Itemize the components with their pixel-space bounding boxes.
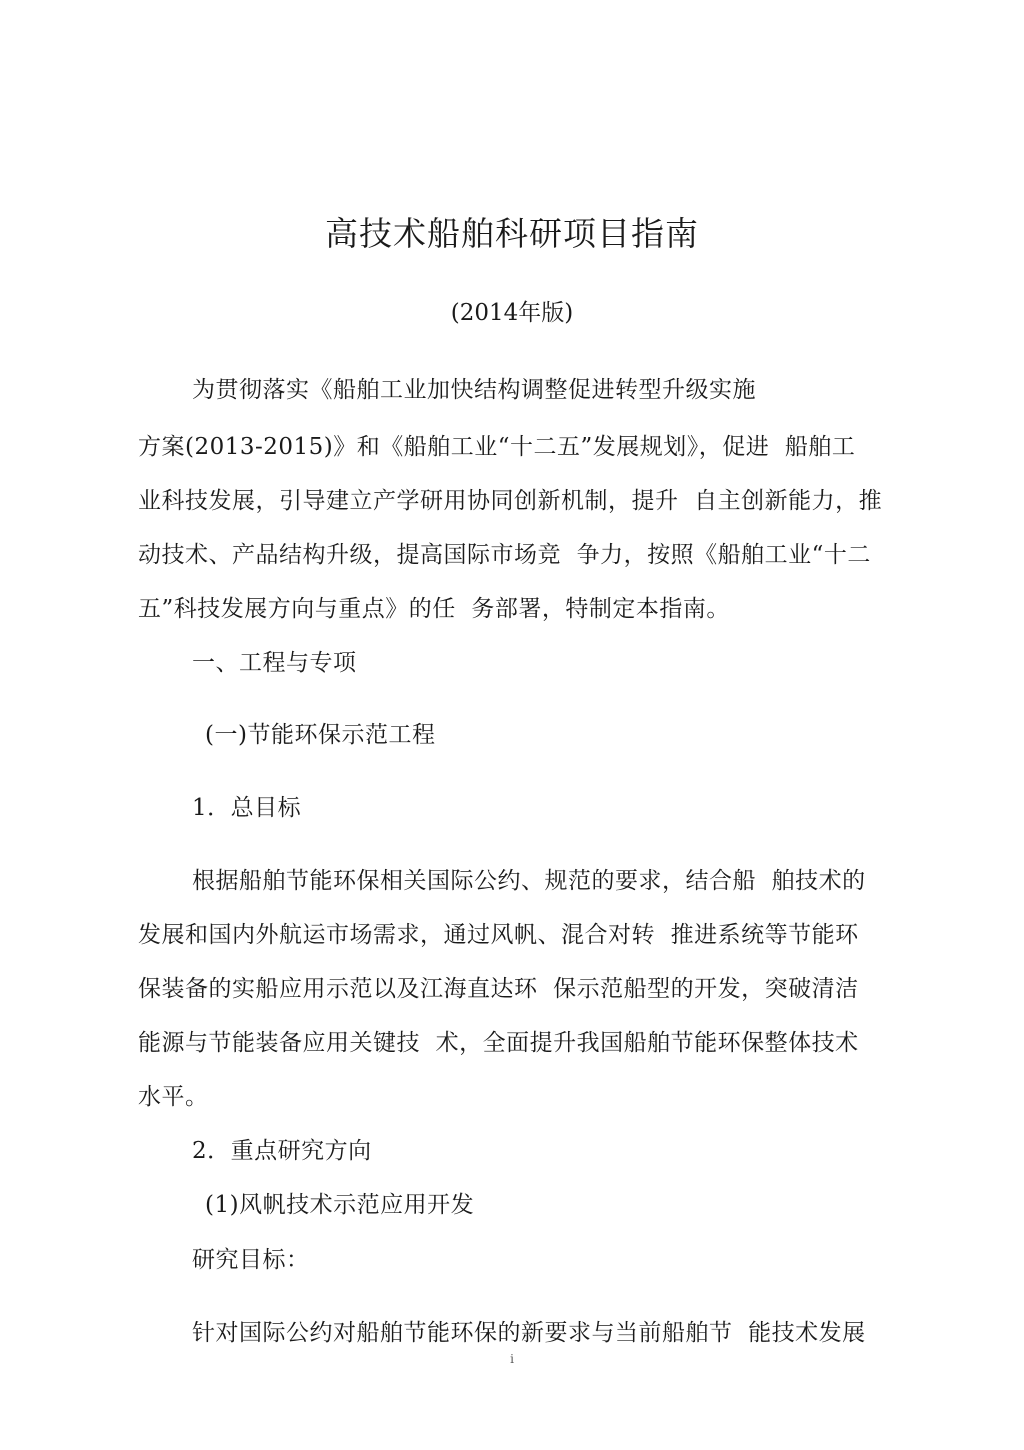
paragraph-line: 保装备的实船应用示范以及江海直达环 保示范船型的开发，突破清洁 (138, 976, 859, 1002)
document-title: 高技术船舶科研项目指南 (325, 214, 699, 253)
paragraph-line: 动技术、产品结构升级，提高国际市场竞 争力，按照《船舶工业“十二 (138, 542, 871, 568)
subitem-heading: (1)风帆技术示范应用开发 (205, 1192, 475, 1218)
item-heading: 1．总目标 (192, 795, 302, 821)
paragraph-line: 发展和国内外航运市场需求，通过风帆、混合对转 推进系统等节能环 (138, 922, 859, 948)
section-heading: 一、工程与专项 (192, 650, 357, 676)
paragraph-line: 为贯彻落实《船舶工业加快结构调整促进转型升级实施 (192, 377, 756, 403)
paragraph-line: 方案(2013-2015)》和《船舶工业“十二五”发展规划》，促进 船舶工 (138, 434, 856, 460)
label-line: 研究目标： (192, 1247, 310, 1273)
paragraph-line: 五”科技发展方向与重点》的任 务部署，特制定本指南。 (138, 596, 730, 622)
item-heading: 2．重点研究方向 (192, 1138, 372, 1164)
paragraph-line: 业科技发展，引导建立产学研用协同创新机制，提升 自主创新能力，推 (138, 488, 883, 514)
paragraph-line: 能源与节能装备应用关键技 术，全面提升我国船舶节能环保整体技术 (138, 1030, 859, 1056)
document-subtitle: (2014年版) (450, 300, 574, 326)
page-number: i (510, 1352, 514, 1366)
paragraph-line: 水平。 (138, 1084, 209, 1110)
subsection-heading: (一)节能环保示范工程 (205, 722, 436, 748)
paragraph-line: 针对国际公约对船舶节能环保的新要求与当前船舶节 能技术发展 (192, 1320, 866, 1346)
paragraph-line: 根据船舶节能环保相关国际公约、规范的要求，结合船 舶技术的 (192, 868, 866, 894)
